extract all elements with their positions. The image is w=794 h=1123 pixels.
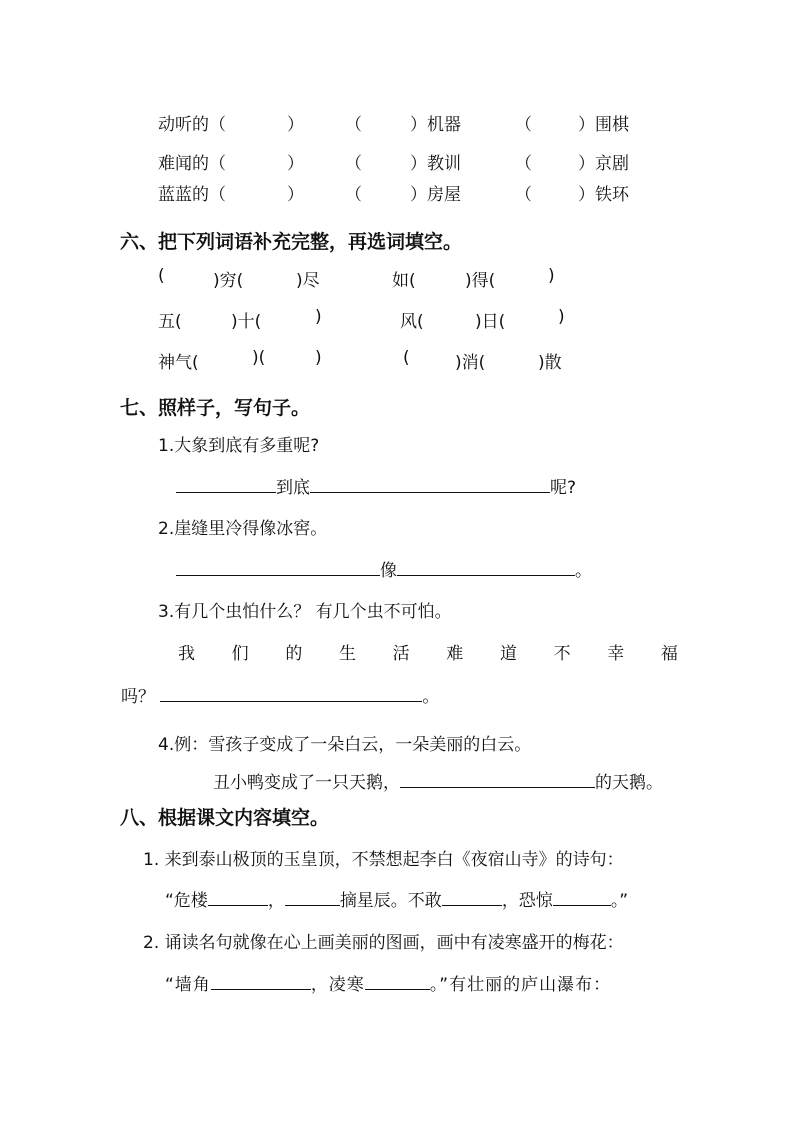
s6-r3-d: ( bbox=[403, 348, 410, 368]
paren-open: （ bbox=[515, 115, 532, 135]
q3-end: 。 bbox=[422, 687, 440, 707]
s7-q1: 1.大象到底有多重呢? bbox=[158, 436, 320, 456]
paren-open: （ bbox=[345, 185, 362, 205]
blank-line[interactable] bbox=[397, 557, 575, 576]
q2-c: 。”有壮丽的庐山瀑布： bbox=[429, 975, 612, 995]
blank-line[interactable] bbox=[442, 887, 502, 906]
s6-r1-d: 如( bbox=[392, 271, 416, 291]
char: 难 bbox=[446, 644, 464, 664]
blank-line[interactable] bbox=[365, 971, 430, 990]
char: 幸 bbox=[607, 644, 625, 664]
section6-title: 六、把下列词语补充完整，再选词填空。 bbox=[120, 231, 463, 253]
s8-q1-answer bbox=[165, 886, 628, 911]
q1-d: ，恐惊 bbox=[501, 891, 553, 911]
q4-end: 的天鹅。 bbox=[595, 773, 663, 793]
paren-open: （ bbox=[515, 185, 532, 205]
char: 不 bbox=[553, 644, 571, 664]
paren-close: ） bbox=[287, 154, 304, 174]
q1-c: 摘星辰。不敢 bbox=[339, 891, 442, 911]
paren-word: ）铁环 bbox=[578, 185, 629, 205]
row-label: 难闻的（ bbox=[158, 154, 226, 174]
s7-q2: 2.崖缝里冷得像冰窖。 bbox=[158, 519, 328, 539]
s6-r3-e: )消( bbox=[455, 353, 486, 373]
blank-line[interactable] bbox=[400, 769, 595, 788]
q3-cont: 吗？ bbox=[121, 687, 155, 707]
blank-line[interactable] bbox=[285, 887, 340, 906]
blank-line[interactable] bbox=[176, 474, 276, 493]
paren-word: ）教训 bbox=[410, 154, 461, 174]
s8-q2-answer bbox=[165, 970, 611, 995]
paren-open: （ bbox=[345, 154, 362, 174]
s6-r1-f: ) bbox=[548, 266, 555, 286]
q2-end: 。 bbox=[575, 561, 592, 581]
s6-r1-c: )尽 bbox=[296, 271, 320, 291]
s6-r2-b: )十( bbox=[231, 312, 262, 332]
paren-word: ）房屋 bbox=[410, 185, 461, 205]
char: 的 bbox=[285, 644, 303, 664]
q4-line: 丑小鸭变成了一只天鹅， bbox=[213, 773, 400, 793]
s6-r2-a: 五( bbox=[158, 312, 182, 332]
s6-r2-e: )日( bbox=[475, 312, 506, 332]
paren-word: ）京剧 bbox=[578, 154, 629, 174]
s7-q4: 4.例：雪孩子变成了一朵白云，一朵美丽的白云。 bbox=[158, 735, 532, 755]
section7-title: 七、照样子，写句子。 bbox=[120, 397, 311, 419]
s6-r1-e: )得( bbox=[465, 271, 496, 291]
paren-close: ） bbox=[287, 115, 304, 135]
s7-q3-answer bbox=[121, 682, 439, 707]
s6-r1-a: ( bbox=[158, 266, 165, 286]
q1-end: 呢? bbox=[550, 478, 577, 498]
s6-r2-f: ) bbox=[558, 307, 565, 327]
paren-close: ） bbox=[287, 185, 304, 205]
blank-line[interactable] bbox=[176, 557, 380, 576]
q2-mid: 像 bbox=[380, 561, 397, 581]
q2-a: “墙角 bbox=[165, 975, 211, 995]
q1-b: ， bbox=[267, 891, 285, 911]
s7-q3: 3.有几个虫怕什么？ 有几个虫不可怕。 bbox=[158, 602, 452, 622]
row-label: 蓝蓝的（ bbox=[158, 185, 226, 205]
s6-r3-f: )散 bbox=[538, 353, 562, 373]
blank-line[interactable] bbox=[208, 887, 268, 906]
s8-q2: 2. 诵读名句就像在心上画美丽的图画，画中有凌寒盛开的梅花： bbox=[143, 933, 624, 953]
q2-b: ，凌寒 bbox=[310, 975, 365, 995]
char: 们 bbox=[231, 644, 249, 664]
s7-q3-chars bbox=[178, 639, 678, 664]
blank-line[interactable] bbox=[211, 971, 311, 990]
char: 我 bbox=[178, 644, 195, 664]
s6-r3-c: ) bbox=[315, 348, 322, 368]
section8-title: 八、根据课文内容填空。 bbox=[120, 807, 330, 829]
blank-line[interactable] bbox=[310, 474, 550, 493]
paren-word: ）围棋 bbox=[578, 115, 629, 135]
paren-open: （ bbox=[515, 154, 532, 174]
paren-word: ）机器 bbox=[410, 115, 461, 135]
blank-line[interactable] bbox=[160, 683, 422, 702]
s7-q2-answer bbox=[176, 556, 592, 581]
s6-r3-b: )( bbox=[252, 348, 266, 368]
char: 生 bbox=[338, 644, 356, 664]
char: 活 bbox=[392, 644, 410, 664]
s6-r3-a: 神气( bbox=[158, 353, 199, 373]
s6-r1-b: )穷( bbox=[213, 271, 244, 291]
s5-row-2 bbox=[158, 149, 226, 174]
q1-a: “危楼 bbox=[165, 891, 208, 911]
q1-mid: 到底 bbox=[276, 478, 310, 498]
s7-q1-answer bbox=[176, 473, 576, 498]
char: 道 bbox=[499, 644, 517, 664]
blank-line[interactable] bbox=[553, 887, 611, 906]
char: 福 bbox=[660, 644, 678, 664]
s6-r2-d: 风( bbox=[400, 312, 424, 332]
paren-open: （ bbox=[345, 115, 362, 135]
q1-e: 。” bbox=[610, 891, 629, 911]
row-label: 动听的（ bbox=[158, 115, 226, 135]
s5-row-1 bbox=[158, 110, 226, 135]
s8-q1: 1. 来到泰山极顶的玉皇顶，不禁想起李白《夜宿山寺》的诗句： bbox=[143, 850, 624, 870]
s7-q4-answer bbox=[213, 768, 663, 793]
s5-row-3 bbox=[158, 180, 226, 205]
s6-r2-c: ) bbox=[315, 307, 322, 327]
